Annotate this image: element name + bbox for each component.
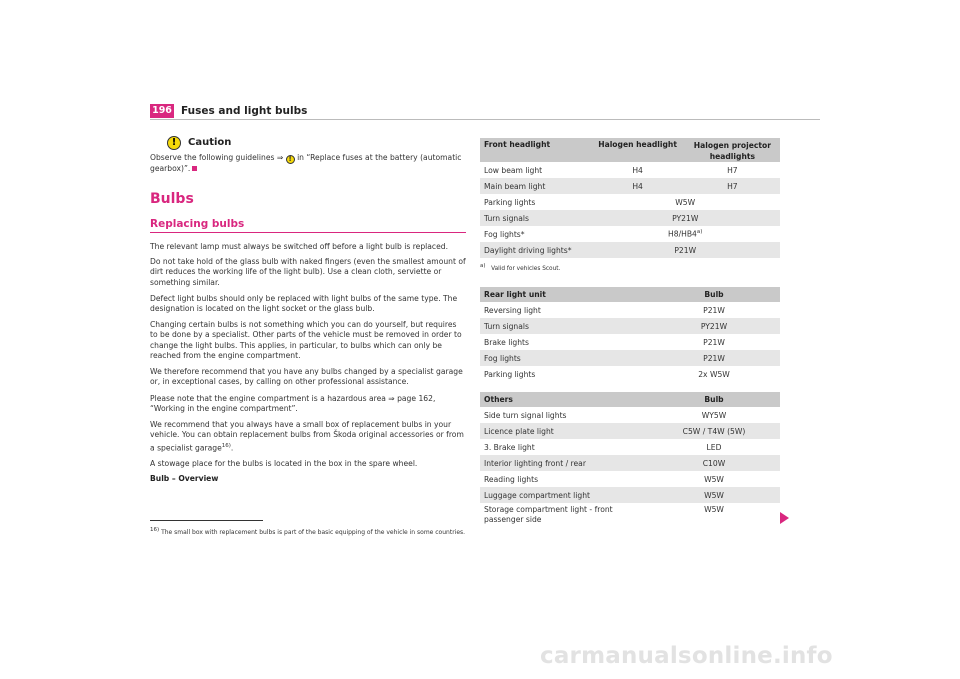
table-cell: Fog lights* <box>484 229 525 239</box>
next-page-arrow-icon[interactable] <box>780 512 789 524</box>
table-cell: Brake lights <box>484 337 529 347</box>
table-cell: WY5W <box>701 410 727 420</box>
section-title: Bulbs <box>150 191 194 207</box>
table-cell: Parking lights <box>484 369 536 379</box>
table-row <box>480 178 780 194</box>
table-cell: H4 <box>632 165 643 175</box>
table-row <box>480 487 780 503</box>
table-cell: W5W <box>704 505 724 514</box>
paragraph: Changing certain bulbs is not something which you can do yourself, but requires to be done by a specialist. Other parts of the vehicle must be removed in order to change the light bulbs. This applies, in particular, to bulbs which can only be reached from the engine compartment. <box>150 320 462 361</box>
table-row <box>480 226 780 242</box>
table-cell: Low beam light <box>484 165 543 175</box>
table-cell: H7 <box>685 178 780 194</box>
paragraph: Please note that the engine compartment is a hazardous area ⇒ page 162, “Working in the engine compartment”. <box>150 394 436 414</box>
paragraph: The relevant lamp must always be switched off before a light bulb is replaced. <box>150 242 448 251</box>
paragraph: A stowage place for the bulbs is located in the box in the spare wheel. <box>150 459 418 468</box>
table-row <box>480 194 780 210</box>
table-cell: Storage compartment light - front passenger side <box>484 505 613 524</box>
footnote: $^{16)}$ The small box with replacement bulbs is part of the basic equipping of the vehicle in some countries. <box>150 527 466 536</box>
table-cell: W5W <box>675 197 696 207</box>
caution-title: Caution <box>188 137 232 148</box>
table-cell: PY21W <box>590 210 780 226</box>
table-cell: 2x W5W <box>698 369 730 379</box>
paragraph: We recommend that you always have a small box of replacement bulbs in your vehicle. You can obtain replacement bulbs from Škoda original accessories or from a specialist garage$^{16)}$. <box>150 420 464 453</box>
table-cell: H8/HB4$^{a)}$ <box>668 229 703 239</box>
table-cell: P21W <box>703 337 725 347</box>
table-header: Halogen projector headlights <box>685 138 780 162</box>
paragraph: We therefore recommend that you have any bulbs changed by a specialist garage or, in exceptional cases, by calling on other professional assistance. <box>150 367 463 387</box>
table-cell: Side turn signal lights <box>484 410 567 420</box>
footnote-divider <box>150 520 263 521</box>
table-cell: Turn signals <box>480 318 648 334</box>
caution-text: Observe the following guidelines ⇒ ! in “Replace fuses at the battery (automatic gearbox)”. <box>150 153 462 173</box>
paragraph: Do not take hold of the glass bulb with naked fingers (even the smallest amount of dirt reduces the working life of the light bulb). Use a clean cloth, serviette or something similar. <box>150 257 466 287</box>
table-row <box>480 423 780 439</box>
others-table <box>480 392 780 527</box>
table-row <box>480 302 780 318</box>
table-header: Rear light unit <box>480 287 648 302</box>
table-row <box>480 350 780 366</box>
table-cell: Reversing light <box>484 305 541 315</box>
table-header: Halogen headlight <box>590 138 684 162</box>
table-row <box>480 471 780 487</box>
table-cell: 3. Brake light <box>484 442 535 452</box>
table-cell: C10W <box>648 455 780 471</box>
warning-icon: ! <box>167 136 181 150</box>
subsection-title: Replacing bulbs <box>150 218 245 230</box>
table-cell: Main beam light <box>480 178 590 194</box>
table-cell: Luggage compartment light <box>480 487 648 503</box>
table-cell: H7 <box>727 165 738 175</box>
rear-light-table <box>480 287 780 382</box>
table-cell: Parking lights <box>484 197 536 207</box>
table-row <box>480 503 780 527</box>
table-cell: Interior lighting front / rear <box>480 455 648 471</box>
table-row <box>480 455 780 471</box>
table-header: Others <box>480 392 648 407</box>
table-row <box>480 366 780 382</box>
front-headlight-table <box>480 138 780 258</box>
paragraph: Defect light bulbs should only be replaced with light bulbs of the same type. The designation is located on the light socket or the glass bulb. <box>150 294 458 314</box>
subsection-divider <box>150 232 466 233</box>
table-row <box>480 162 780 178</box>
table-footnote: $^{a)}$ Valid for vehicles Scout. <box>480 263 561 272</box>
table-row <box>480 210 780 226</box>
table-header: Bulb <box>648 287 780 302</box>
header-divider <box>150 119 820 120</box>
table-cell: P21W <box>648 350 780 366</box>
page-title: Fuses and light bulbs <box>181 105 308 117</box>
watermark: carmanualsonline.info <box>540 643 833 669</box>
table-row <box>480 318 780 334</box>
table-cell: P21W <box>703 305 725 315</box>
table-row <box>480 242 780 258</box>
table-row <box>480 439 780 455</box>
table-cell: LED <box>706 442 722 452</box>
table-cell: W5W <box>648 487 780 503</box>
warning-icon: ! <box>286 155 295 164</box>
table-cell: H4 <box>590 178 684 194</box>
page-number: 196 <box>150 104 174 118</box>
table-cell: Reading lights <box>484 474 539 484</box>
table-cell: P21W <box>590 242 780 258</box>
table-cell: Turn signals <box>480 210 590 226</box>
table-row <box>480 334 780 350</box>
footnote-reference: 16) <box>221 442 231 449</box>
table-cell: Fog lights <box>480 350 648 366</box>
end-mark-icon <box>192 166 197 171</box>
table-cell: C5W / T4W (5W) <box>648 423 780 439</box>
table-header: Bulb <box>648 392 780 407</box>
table-row <box>480 407 780 423</box>
table-cell: W5W <box>704 474 724 484</box>
bulb-overview-label: Bulb – Overview <box>150 474 219 483</box>
table-header: Front headlight <box>480 138 590 162</box>
table-cell: PY21W <box>648 318 780 334</box>
table-cell: Daylight driving lights* <box>480 242 590 258</box>
table-cell: Licence plate light <box>480 423 648 439</box>
